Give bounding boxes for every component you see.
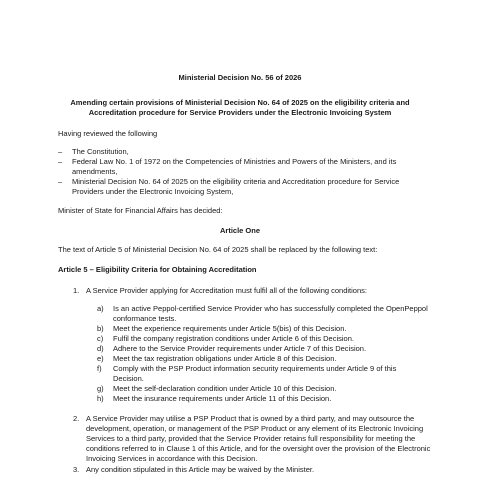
list-item: Ministerial Decision No. 64 of 2025 on the eligibility criteria and Accreditation procedure for Service Providers under the Electronic Invoicing System,	[72, 177, 400, 196]
clause-text: Any condition stipulated in this Article may be waived by the Minister.	[86, 465, 315, 474]
clause-number: 3.	[73, 465, 80, 474]
list-bullet: –	[58, 157, 63, 166]
subitem-label: f)	[97, 364, 102, 373]
clause-text: A Service Provider may utilise a PSP Product that is owned by a third party, and may outsource the development, operation, or management of the PSP Product or any element of its Electronic Invoicing Services to a third party, provided that the Service Provider retains full responsibility for meeting the conditions referred to in Clause 1 of this Article, and for the oversight over the provision of the Electronic Invoicing Services in accordance with this Decision.	[86, 414, 431, 463]
subitem-text: Meet the insurance requirements under Article 11 of this Decision.	[113, 394, 332, 403]
subitem-label: d)	[97, 344, 104, 353]
decided-statement: Minister of State for Financial Affairs has decided:	[58, 206, 223, 215]
reviewed-intro: Having reviewed the following	[58, 129, 158, 138]
subitem-text: Meet the tax registration obligations under Article 8 of this Decision.	[113, 354, 337, 363]
document-title: Ministerial Decision No. 56 of 2026	[178, 73, 302, 82]
subitem-text: Fulfil the company registration conditions under Article 6 of this Decision.	[113, 334, 354, 343]
list-bullet: –	[58, 147, 63, 156]
clause-number: 2.	[73, 414, 80, 423]
article-text: The text of Article 5 of Ministerial Decision No. 64 of 2025 shall be replaced by the following text:	[58, 245, 378, 254]
clause-number: 1.	[73, 286, 80, 295]
subitem-text: Adhere to the Service Provider requirements under Article 7 of this Decision.	[113, 344, 367, 353]
clause-text: A Service Provider applying for Accreditation must fulfil all of the following conditions:	[86, 286, 367, 295]
subitem-label: g)	[97, 384, 104, 393]
subitem-label: e)	[97, 354, 104, 363]
subitem-label: a)	[97, 304, 104, 313]
subitem-text: Comply with the PSP Product information security requirements under Article 9 of this Decision.	[113, 364, 397, 383]
subitem-label: b)	[97, 324, 104, 333]
document-subtitle: Amending certain provisions of Ministerial Decision No. 64 of 2025 on the eligibility criteria and Accreditation procedure for Service Providers under the Electronic Invoicing System	[70, 98, 410, 117]
subitem-text: Meet the experience requirements under Article 5(bis) of this Decision.	[113, 324, 347, 333]
article5-heading: Article 5 – Eligibility Criteria for Obtaining Accreditation	[58, 265, 257, 274]
list-item: The Constitution,	[72, 147, 129, 156]
list-bullet: –	[58, 177, 63, 186]
article-heading: Article One	[219, 226, 260, 235]
subitem-label: h)	[97, 394, 104, 403]
subitem-label: c)	[97, 334, 104, 343]
subitem-text: Meet the self-declaration condition under Article 10 of this Decision.	[113, 384, 337, 393]
subitem-text: Is an active Peppol-certified Service Provider who has successfully completed the OpenPeppol conformance tests.	[113, 304, 428, 323]
list-item: Federal Law No. 1 of 1972 on the Competencies of Ministries and Powers of the Ministers, and its amendments,	[72, 157, 397, 176]
